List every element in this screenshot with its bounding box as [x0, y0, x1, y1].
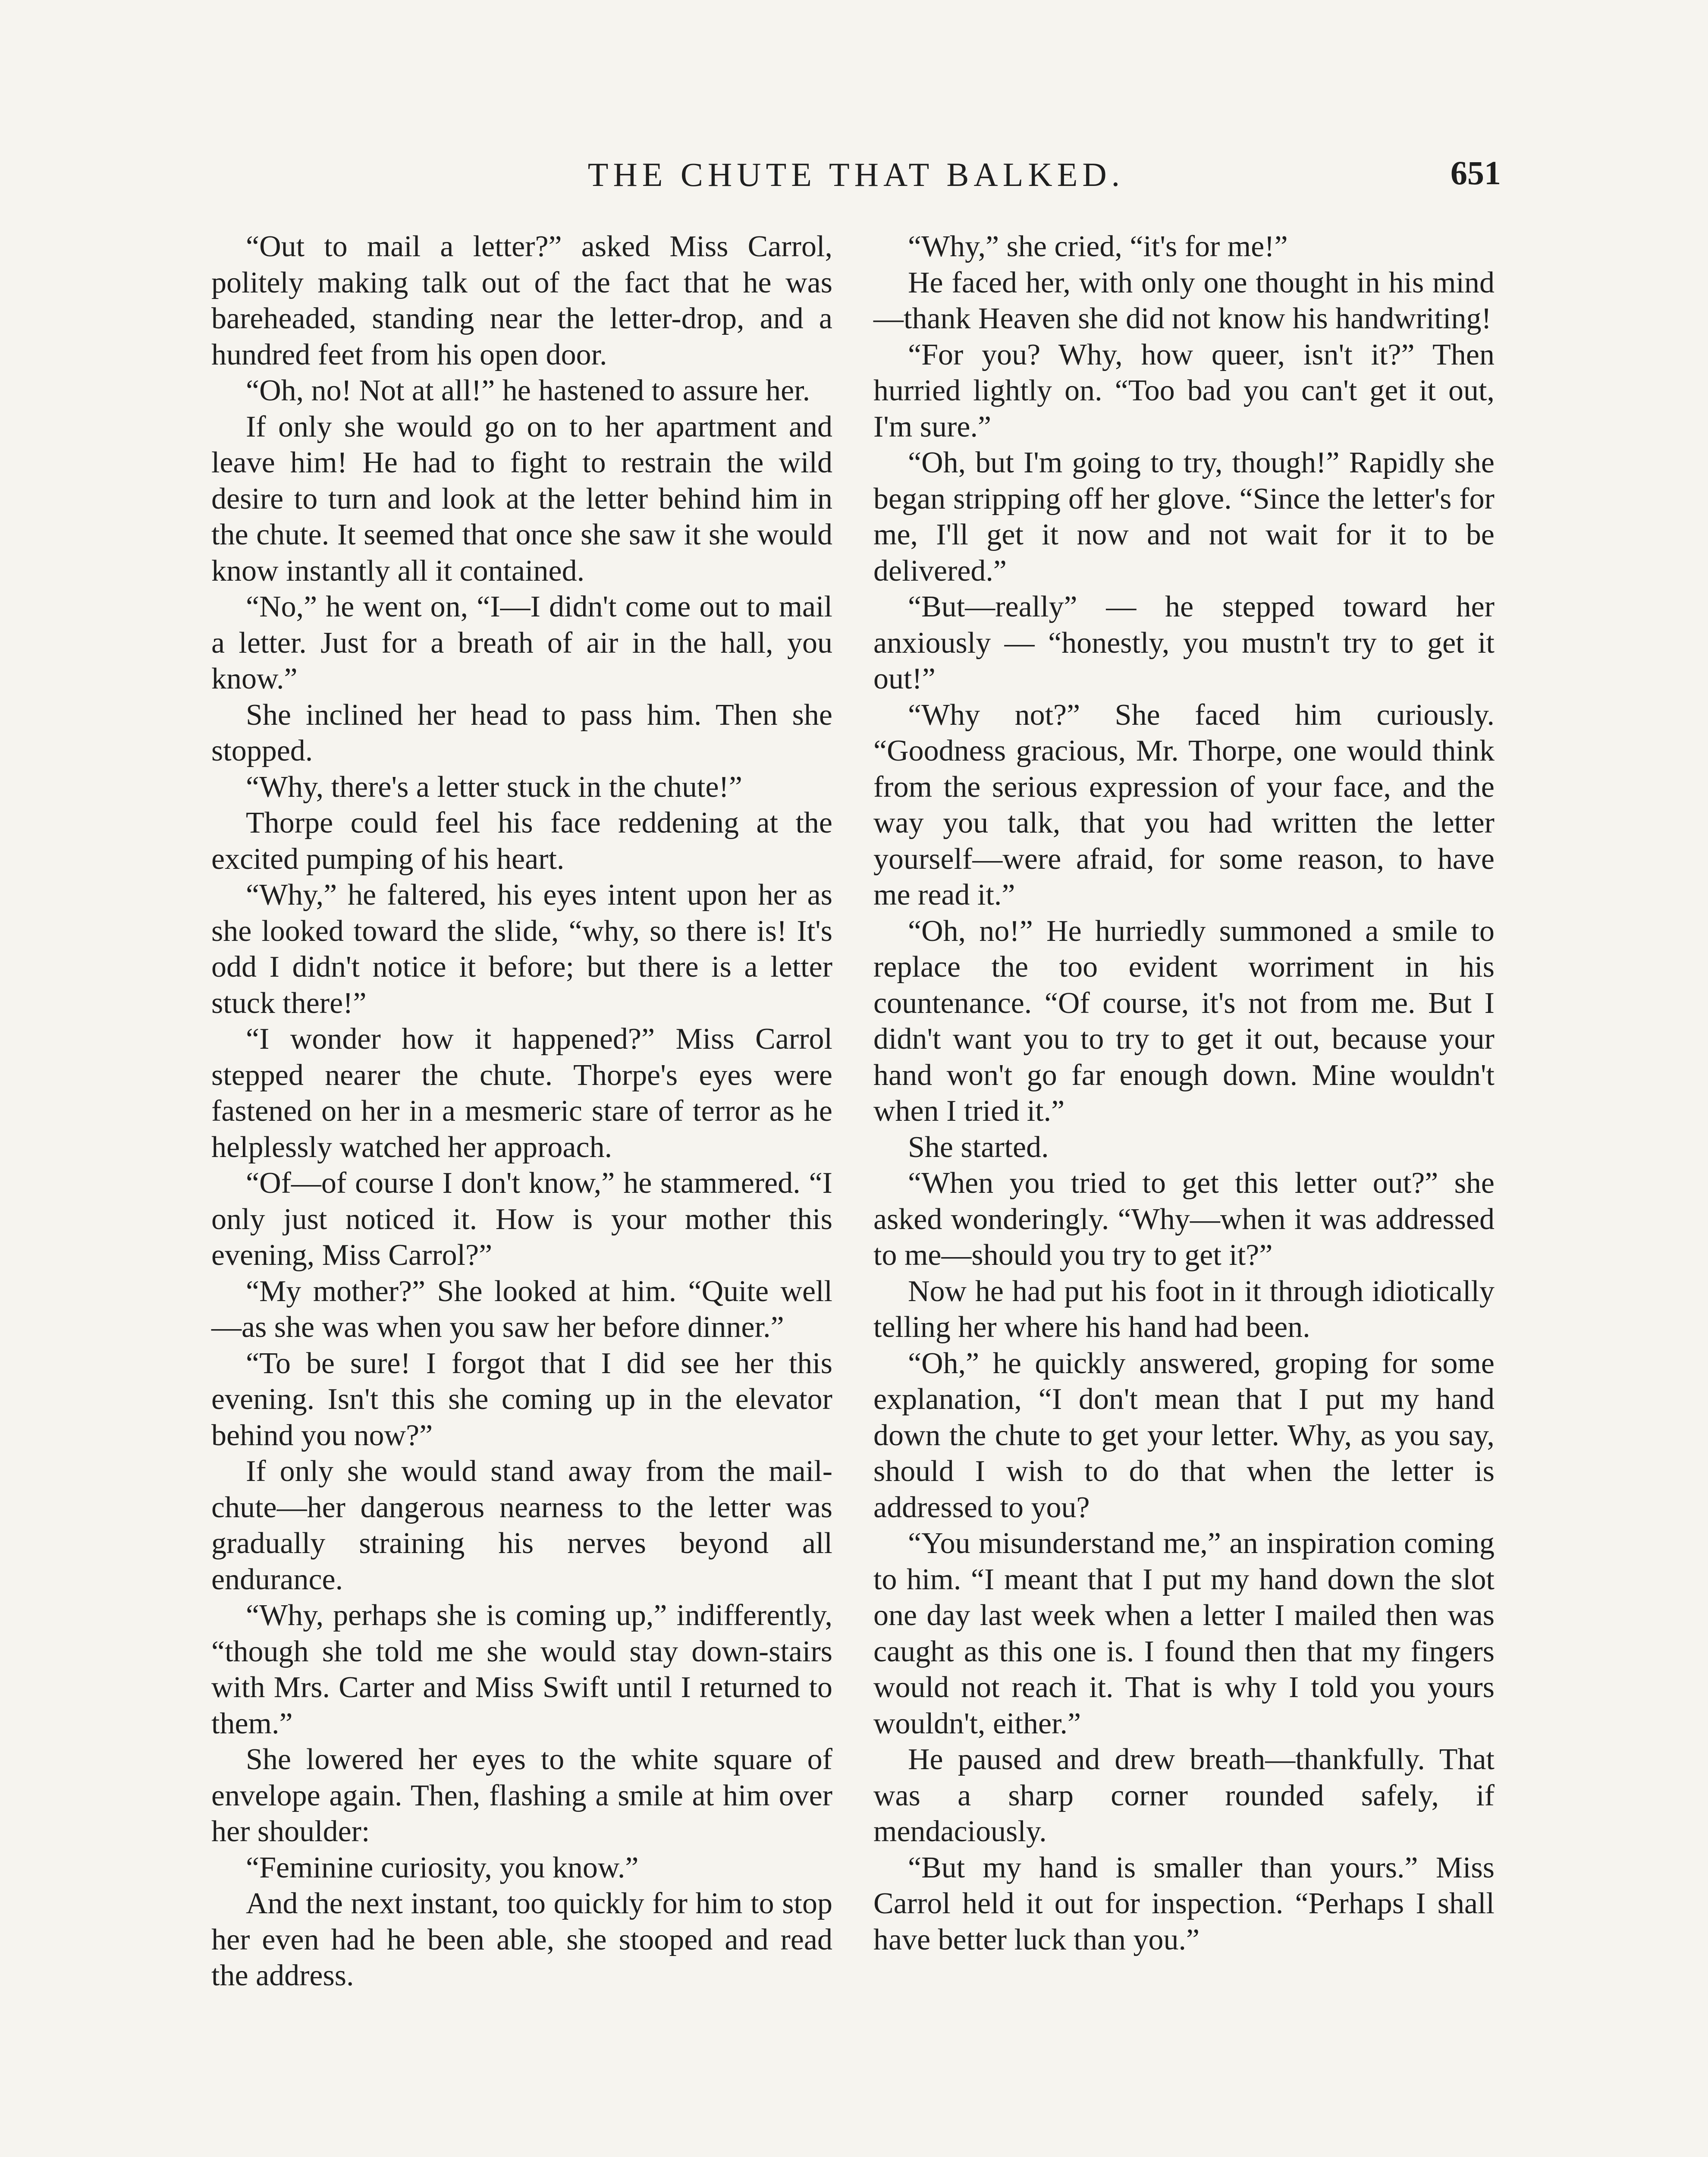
paragraph: “Why, there's a letter stuck in the chute!” [246, 770, 742, 804]
page-number: 651 [1451, 154, 1501, 192]
paragraph: “Why,” she cried, “it's for me!” [908, 230, 1288, 263]
paragraph: “To be sure! I forgot that I did see her this evening. Isn't this she coming up in the elevator behind you now?” [211, 1346, 832, 1452]
paragraph: “But my hand is smaller than yours.” Miss Carrol held it out for inspection. “Perhaps I shall have better luck than you.” [873, 1851, 1494, 1956]
paragraph: “Why not?” She faced him curiously. “Goodness gracious, Mr. Thorpe, one would think from the serious expression of your face, and the way you talk, that you had written the letter yourself—were afraid, for some reason, to have me read it.” [873, 698, 1494, 912]
paragraph: “For you? Why, how queer, isn't it?” Then hurried lightly on. “Too bad you can't get it out, I'm sure.” [873, 338, 1494, 443]
paragraph: “Out to mail a letter?” asked Miss Carrol, politely making talk out of the fact that he was bareheaded, standing near the letter-drop, and a hundred feet from his open door. [211, 230, 832, 371]
paragraph: She lowered her eyes to the white square of envelope again. Then, flashing a smile at him over her shoulder: [211, 1743, 832, 1848]
paragraph: He faced her, with only one thought in his mind—thank Heaven she did not know his handwriting! [873, 266, 1494, 335]
paragraph: “Oh,” he quickly answered, groping for some explanation, “I don't mean that I put my hand down the chute to get your letter. Why, as you say, should I wish to do that when the letter is addressed to you? [873, 1346, 1494, 1524]
paragraph: “You misunderstand me,” an inspiration coming to him. “I meant that I put my hand down the slot one day last week when a letter I mailed then was caught as this one is. I found then that my fingers would not reach it. That is why I told you yours wouldn't, either.” [873, 1527, 1494, 1740]
paragraph: And the next instant, too quickly for him to stop her even had he been able, she stooped and read the address. [211, 1887, 832, 1992]
text-column-right [873, 229, 1494, 2157]
paragraph: “Why, perhaps she is coming up,” indifferently, “though she told me she would stay down-stairs with Mrs. Carter and Miss Swift until I returned to them.” [211, 1599, 832, 1740]
paragraph: She inclined her head to pass him. Then she stopped. [211, 698, 832, 767]
paragraph: If only she would stand away from the mail-chute—her dangerous nearness to the letter was gradually straining his nerves beyond all endurance. [211, 1455, 832, 1596]
paragraph: “Of—of course I don't know,” he stammered. “I only just noticed it. How is your mother this evening, Miss Carrol?” [211, 1167, 832, 1272]
paragraph: Now he had put his foot in it through idiotically telling her where his hand had been. [873, 1274, 1494, 1344]
paragraph: “Oh, but I'm going to try, though!” Rapidly she began stripping off her glove. “Since the letter's for me, I'll get it now and not wait for it to be delivered.” [873, 446, 1494, 588]
paragraph: Thorpe could feel his face reddening at the excited pumping of his heart. [211, 806, 832, 876]
paragraph: “My mother?” She looked at him. “Quite well—as she was when you saw her before dinner.” [211, 1274, 832, 1344]
text-column-left [211, 229, 832, 2157]
page-header [211, 155, 1501, 203]
paragraph: “But—really” — he stepped toward her anxiously — “honestly, you mustn't try to get it out!” [873, 590, 1494, 695]
paragraph: “I wonder how it happened?” Miss Carrol stepped nearer the chute. Thorpe's eyes were fastened on her in a mesmeric stare of terror as he helplessly watched her approach. [211, 1022, 832, 1164]
paragraph: “Why,” he faltered, his eyes intent upon her as she looked toward the slide, “why, so there is! It's odd I didn't notice it before; but there is a letter stuck there!” [211, 878, 832, 1020]
paragraph: “No,” he went on, “I—I didn't come out to mail a letter. Just for a breath of air in the hall, you know.” [211, 590, 832, 695]
paragraph: “Oh, no!” He hurriedly summoned a smile to replace the too evident worriment in his countenance. “Of course, it's not from me. But I didn't want you to try to get it out, because your hand won't go far enough down. Mine wouldn't when I tried it.” [873, 914, 1494, 1128]
paragraph: If only she would go on to her apartment and leave him! He had to fight to restrain the wild desire to turn and look at the letter behind him in the chute. It seemed that once she saw it she would know instantly all it contained. [211, 410, 832, 588]
paragraph: “Oh, no! Not at all!” he hastened to assure her. [246, 374, 810, 407]
paragraph: “Feminine curiosity, you know.” [246, 1851, 639, 1884]
paragraph: “When you tried to get this letter out?” she asked wonderingly. “Why—when it was addressed to me—should you try to get it?” [873, 1167, 1494, 1272]
running-title: THE CHUTE THAT BALKED. [587, 156, 1125, 193]
paragraph: He paused and drew breath—thankfully. That was a sharp corner rounded safely, if mendaciously. [873, 1743, 1494, 1848]
paragraph: She started. [908, 1130, 1049, 1164]
